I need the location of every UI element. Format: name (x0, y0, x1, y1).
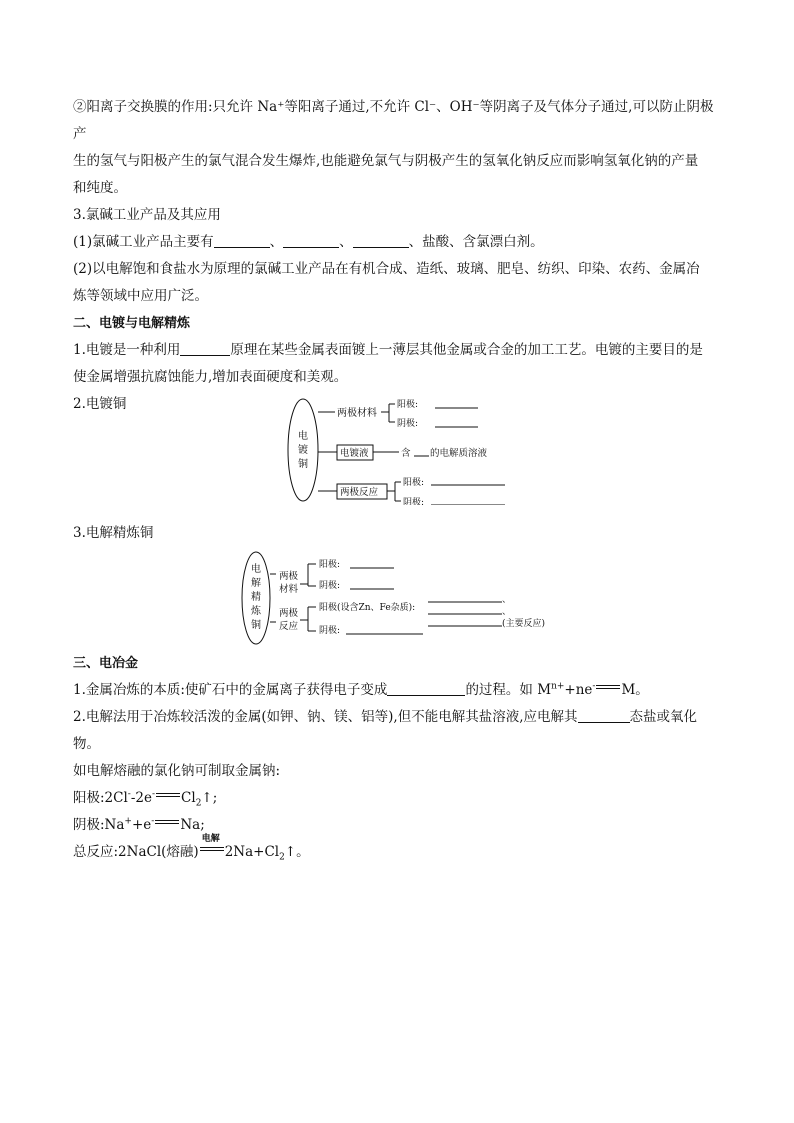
total-eq-sub: 2 (279, 852, 285, 863)
cathode-reaction-label: 阴极: (319, 626, 341, 636)
root-char-3: 铜 (298, 459, 308, 470)
root-char-4: 炼 (251, 606, 261, 617)
copper-refining-title: 3.电解精炼铜 (73, 525, 154, 541)
copper-refining-diagram (238, 550, 568, 650)
cathode-label: 阴极: (397, 419, 419, 429)
cathode-eq-a: 阴极:Na (73, 817, 125, 833)
reactions-label-2: 反应 (279, 621, 299, 632)
total-eq-b: 2Na+Cl (224, 844, 280, 860)
essence-suffix: 的过程。如 M (465, 682, 552, 698)
section-3-item-2-line-2: 炼等领域中应用广泛。 (73, 288, 208, 304)
section-3-item-2-line-1: (2)以电解饱和食盐水为原理的氯碱工业产品在有机合成、造纸、玻璃、肥皂、纺织、印染、农药、金属冶 (73, 261, 700, 277)
refining-title-wrap (73, 520, 723, 547)
copper-plating-title: 2.电镀铜 (73, 396, 127, 412)
separator: 、 (339, 234, 353, 250)
electroplating-definition (73, 337, 723, 364)
total-eq-a: 总反应:2NaCl(熔融) (73, 844, 199, 860)
root-char-5: 铜 (251, 620, 261, 631)
cathode-label: 阴极: (319, 581, 341, 591)
metallurgy-essence (73, 677, 723, 704)
electrodes-label: 两极材料 (337, 408, 377, 419)
blank-product-3 (353, 232, 409, 248)
electrolysis-usage-line-2: 物。 (73, 736, 100, 752)
anode-eq-sub: 2 (195, 798, 202, 809)
electrodes-label-1: 两极 (279, 571, 299, 582)
root-char-1: 电 (251, 564, 261, 575)
root-char-1: 电 (298, 431, 308, 442)
root-char-2: 解 (251, 578, 261, 589)
anode-label: 阳极: (397, 400, 419, 410)
equals-sign (155, 791, 181, 801)
reactions-label: 两极反应 (340, 487, 379, 498)
anode-eq-sup2: - (151, 789, 156, 800)
total-equation (73, 834, 723, 866)
part-3-heading: 三、电冶金 (73, 656, 139, 671)
blank-molten (578, 707, 630, 723)
anode-eq-a: 阳极:2Cl (73, 790, 128, 806)
anode-eq-d: ↑; (201, 790, 218, 806)
root-char-3: 精 (251, 592, 261, 603)
definition-prefix: 1.电镀是一种利用 (73, 342, 181, 358)
anode-label: 阳极: (319, 560, 341, 570)
cathode-eq-sup: + (124, 816, 132, 827)
membrane-line-2: 生的氢气与阳极产生的氯气混合发生爆炸,也能避免氯气与阴极产生的氢氧化钠反应而影响氢氧化钠的产量 (73, 153, 699, 169)
equation-mid: +ne (564, 682, 593, 698)
bath-desc-suffix: 的电解质溶液 (430, 448, 488, 459)
document-page (73, 94, 723, 418)
anode-reaction-label: 阳极: (403, 478, 425, 488)
main-reaction-note: (主要反应) (502, 619, 546, 629)
sodium-intro: 如电解熔融的氯化钠可制取金属钠: (73, 763, 281, 779)
item-1-prefix: (1)氯碱工业产品主要有 (73, 234, 214, 250)
usage-prefix: 2.电解法用于冶炼较活泼的金属(如钾、钠、镁、铝等),但不能电解其盐溶液,应电解其 (73, 709, 578, 725)
root-char-2: 镀 (298, 445, 308, 456)
section-3-title: 3.氯碱工业产品及其应用 (73, 207, 221, 223)
blank-product-2 (283, 232, 339, 248)
blank-product-1 (214, 232, 270, 248)
cathode-eq-b: +e (131, 817, 152, 833)
cathode-reaction-label: 阴极: (403, 498, 425, 505)
total-eq-c: ↑。 (284, 844, 310, 860)
section-3-item-1 (73, 229, 723, 256)
part-3 (73, 650, 723, 866)
equals-sign (595, 683, 621, 693)
anode-eq-c: Cl (181, 790, 196, 806)
blank-metal-state (387, 680, 465, 696)
equals-sign-with-condition (199, 834, 225, 855)
cathode-equation (73, 812, 723, 839)
reactions-label-1: 两极 (279, 608, 299, 619)
anode-equation (73, 785, 723, 812)
definition-suffix: 原理在某些金属表面镀上一薄层其他金属或合金的加工工艺。电镀的主要目的是 (230, 342, 703, 358)
equals-sign (154, 818, 180, 828)
comma-1: 、 (502, 595, 512, 605)
cathode-eq-c: Na; (180, 817, 205, 833)
electrolysis-usage (73, 704, 723, 731)
essence-prefix: 1.金属冶炼的本质:使矿石中的金属离子获得电子变成 (73, 682, 388, 698)
part-2-heading: 二、电镀与电解精炼 (73, 316, 191, 331)
blank-principle (180, 340, 230, 356)
comma-2: 、 (502, 607, 512, 617)
cathode-eq-sup2: - (151, 816, 155, 827)
electron-superscript: - (592, 681, 596, 692)
membrane-line-3: 和纯度。 (73, 180, 127, 196)
charge-superscript: n+ (551, 681, 565, 692)
electrodes-label-2: 材料 (279, 584, 299, 595)
membrane-line-1: ②阳离子交换膜的作用:只允许 Na⁺等阳离子通过,不允许 Cl⁻、OH⁻等阴离子及气体分子通过,可以防止阴极产 (73, 99, 714, 142)
copper-plating-diagram (285, 395, 515, 505)
equation-end: M。 (621, 682, 649, 698)
electrolysis-condition: 电解 (201, 834, 220, 844)
anode-eq-sup: - (127, 789, 131, 800)
item-1-suffix: 、盐酸、含氯漂白剂。 (408, 234, 544, 250)
bath-desc-prefix: 含 (401, 448, 411, 459)
anode-reaction-label: 阳极(设含Zn、Fe杂质): (319, 603, 416, 613)
separator: 、 (269, 234, 284, 250)
anode-eq-b: -2e (130, 790, 152, 806)
bath-label: 电镀液 (340, 448, 369, 459)
electroplating-definition-line-2: 使金属增强抗腐蚀能力,增加表面硬度和美观。 (73, 369, 348, 385)
usage-suffix: 态盐或氧化 (629, 709, 697, 725)
